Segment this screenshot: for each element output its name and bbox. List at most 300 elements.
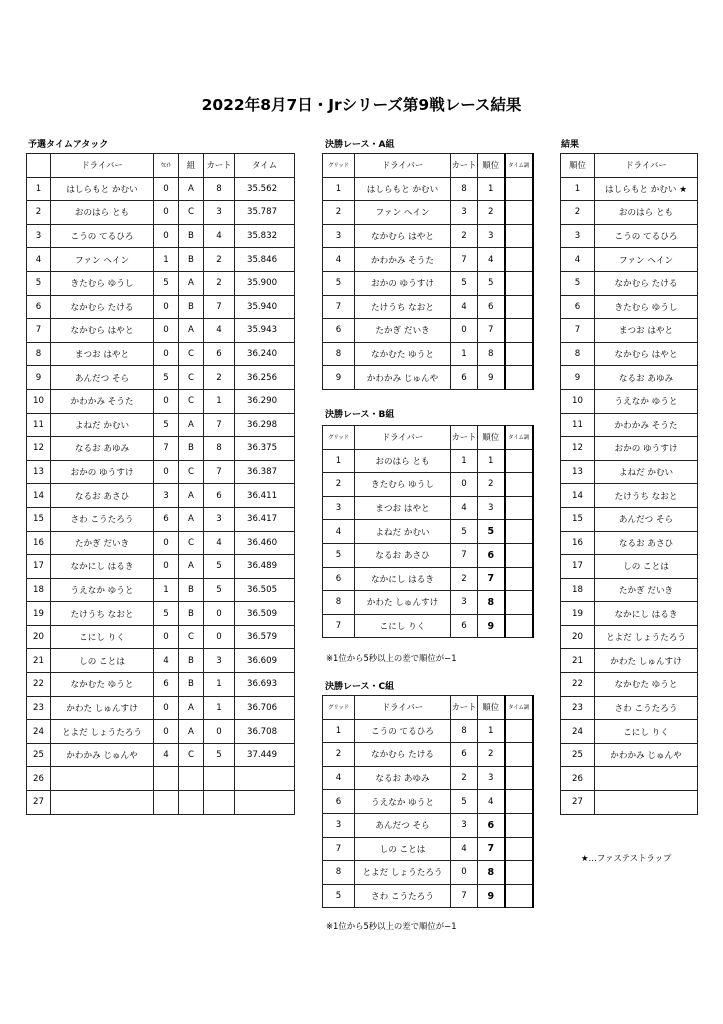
table-row <box>27 295 295 319</box>
table-header-row <box>27 154 295 178</box>
table-cell: 35.562 <box>235 177 295 201</box>
table-row <box>323 248 533 272</box>
table-cell: 4 <box>154 649 179 673</box>
table-cell: 27 <box>561 791 595 815</box>
table-cell: 5 <box>27 271 51 295</box>
table-cell: 7 <box>204 295 235 319</box>
table-cell: とよだ しょうたろう <box>595 625 698 649</box>
table-cell: 7 <box>451 248 478 272</box>
table-row <box>27 271 295 295</box>
column-header: カート <box>451 154 478 178</box>
table-row <box>27 625 295 649</box>
table-cell: とよだ しょうたろう <box>51 720 154 744</box>
table-cell: 1 <box>478 719 505 743</box>
table-row <box>27 696 295 720</box>
table-cell: 2 <box>561 201 595 225</box>
table-row <box>323 837 533 861</box>
table-cell: うえなか ゆうと <box>355 790 451 814</box>
table-cell <box>235 791 295 815</box>
table-cell: 17 <box>561 555 595 579</box>
table-cell: B <box>179 248 204 272</box>
table-cell: まつお はやと <box>51 342 154 366</box>
table-cell: 21 <box>561 649 595 673</box>
table-cell: おのはら とも <box>595 201 698 225</box>
table-cell: なかにし はるき <box>355 567 451 591</box>
table-cell: はしらもと かむい ★ <box>595 177 698 201</box>
table-row <box>561 767 698 791</box>
table-cell: 1 <box>323 719 355 743</box>
column-header: 順位 <box>561 154 595 178</box>
table-cell: 6 <box>323 319 355 343</box>
table-cell: 0 <box>451 861 478 885</box>
table-cell: おのはら とも <box>355 449 451 473</box>
table-cell: A <box>179 484 204 508</box>
table-header-row <box>323 154 533 178</box>
table-cell: 3 <box>323 224 355 248</box>
table-cell <box>51 791 154 815</box>
table-cell: 4 <box>323 520 355 544</box>
table-cell: 4 <box>204 224 235 248</box>
table-cell: 5 <box>451 790 478 814</box>
table-row <box>27 248 295 272</box>
table-row <box>323 271 533 295</box>
table-cell: はしらもと かむい <box>355 177 451 201</box>
table-row <box>561 602 698 626</box>
table-cell: 7 <box>323 614 355 638</box>
column-header: 順位 <box>478 154 505 178</box>
table-cell: なかにし はるき <box>595 602 698 626</box>
fastest-lap-legend: ★…ファステストラップ <box>581 853 672 863</box>
table-cell: 36.387 <box>235 460 295 484</box>
table-cell: 8 <box>27 342 51 366</box>
table-cell: 5 <box>204 555 235 579</box>
table-cell: 7 <box>561 319 595 343</box>
table-cell: しの ことは <box>355 837 451 861</box>
table-row <box>323 473 533 497</box>
table-cell: 6 <box>154 507 179 531</box>
table-row <box>27 720 295 744</box>
table-cell: 12 <box>561 437 595 461</box>
table-row <box>561 673 698 697</box>
table-cell: おのはら とも <box>51 201 154 225</box>
table-cell: かわた しゅんすけ <box>51 696 154 720</box>
table-cell <box>505 271 533 295</box>
table-cell: 0 <box>154 460 179 484</box>
table-cell: 15 <box>27 507 51 531</box>
table-row <box>27 389 295 413</box>
table-cell: 16 <box>561 531 595 555</box>
table-cell: 4 <box>478 790 505 814</box>
result-section-label: 結果 <box>561 140 580 150</box>
table-cell: C <box>179 201 204 225</box>
table-row <box>561 720 698 744</box>
table-cell: たけうち なおと <box>595 484 698 508</box>
table-cell: C <box>179 625 204 649</box>
table-cell: 11 <box>27 413 51 437</box>
table-cell <box>179 791 204 815</box>
table-row <box>323 520 533 544</box>
table-cell <box>505 861 533 885</box>
table-cell: 0 <box>451 319 478 343</box>
table-cell: 6 <box>478 813 505 837</box>
table-row <box>27 531 295 555</box>
table-cell: 0 <box>154 342 179 366</box>
table-cell: 10 <box>27 389 51 413</box>
table-cell: 3 <box>561 224 595 248</box>
table-cell: C <box>179 531 204 555</box>
table-cell: 2 <box>451 766 478 790</box>
table-cell: 0 <box>154 177 179 201</box>
table-cell: 4 <box>323 248 355 272</box>
table-cell: A <box>179 696 204 720</box>
table-cell <box>505 177 533 201</box>
table-cell: 6 <box>204 342 235 366</box>
table-cell: 36.509 <box>235 602 295 626</box>
table-cell: 2 <box>451 224 478 248</box>
table-cell <box>505 342 533 366</box>
table-cell: 3 <box>478 224 505 248</box>
table-cell: A <box>179 720 204 744</box>
table-cell: 8 <box>204 437 235 461</box>
table-cell: 20 <box>561 625 595 649</box>
table-row <box>27 224 295 248</box>
table-cell: 8 <box>561 342 595 366</box>
column-header: タイム調 <box>505 426 533 450</box>
table-cell: うえなか ゆうと <box>51 578 154 602</box>
table-cell: 4 <box>204 319 235 343</box>
table-cell: 0 <box>154 696 179 720</box>
table-row <box>561 177 698 201</box>
table-row <box>561 649 698 673</box>
table-cell: うえなか ゆうと <box>595 389 698 413</box>
table-cell: まつお はやと <box>595 319 698 343</box>
table-cell: A <box>179 555 204 579</box>
table-cell: B <box>179 578 204 602</box>
table-cell: 25 <box>27 743 51 767</box>
table-row <box>323 567 533 591</box>
table-cell <box>154 767 179 791</box>
column-header: 順位 <box>478 426 505 450</box>
table-cell: 7 <box>478 837 505 861</box>
table-row <box>561 413 698 437</box>
table-cell: なかむら はやと <box>51 319 154 343</box>
table-cell: あんだつ そら <box>355 813 451 837</box>
table-row <box>561 578 698 602</box>
table-cell: 35.943 <box>235 319 295 343</box>
table-cell: A <box>179 507 204 531</box>
column-header: 順位 <box>478 696 505 720</box>
table-cell: 4 <box>204 531 235 555</box>
table-cell: よねだ かむい <box>595 460 698 484</box>
table-cell: 1 <box>451 449 478 473</box>
table-cell: 36.298 <box>235 413 295 437</box>
table-cell: 36.609 <box>235 649 295 673</box>
table-cell: なかむた ゆうと <box>595 673 698 697</box>
table-row <box>561 437 698 461</box>
table-row <box>323 201 533 225</box>
table-row <box>561 389 698 413</box>
table-cell: 2 <box>27 201 51 225</box>
table-cell <box>505 790 533 814</box>
table-cell: 6 <box>451 743 478 767</box>
table-cell: かわかみ じゅんや <box>355 366 451 390</box>
column-header: ドライバー <box>355 154 451 178</box>
table-cell: 5 <box>154 271 179 295</box>
column-header <box>27 154 51 178</box>
table-cell: 7 <box>451 543 478 567</box>
table-cell: しの ことは <box>51 649 154 673</box>
table-cell: B <box>179 602 204 626</box>
table-cell: 35.787 <box>235 201 295 225</box>
final-c-note: ※1位から5秒以上の差で順位が−1 <box>326 921 457 931</box>
table-cell: 22 <box>27 673 51 697</box>
final-b-table <box>322 425 534 638</box>
table-cell: 5 <box>478 271 505 295</box>
table-cell: 0 <box>204 625 235 649</box>
table-cell: 10 <box>561 389 595 413</box>
table-row <box>561 625 698 649</box>
table-row <box>323 543 533 567</box>
table-row <box>323 790 533 814</box>
table-cell: 6 <box>204 484 235 508</box>
table-cell: 7 <box>204 460 235 484</box>
table-cell: 2 <box>204 248 235 272</box>
table-cell: 0 <box>154 720 179 744</box>
table-row <box>27 342 295 366</box>
table-cell: 6 <box>451 366 478 390</box>
table-cell: 1 <box>478 177 505 201</box>
table-cell: 1 <box>27 177 51 201</box>
column-header: グリッド <box>323 154 355 178</box>
table-row <box>323 449 533 473</box>
table-cell: 2 <box>478 201 505 225</box>
table-cell: C <box>179 743 204 767</box>
table-row <box>27 484 295 508</box>
table-cell <box>505 496 533 520</box>
table-cell: 7 <box>27 319 51 343</box>
table-cell: 24 <box>27 720 51 744</box>
table-cell: 6 <box>27 295 51 319</box>
table-cell: ファン ヘイン <box>595 248 698 272</box>
table-cell: A <box>179 413 204 437</box>
table-cell <box>505 295 533 319</box>
final-b-note: ※1位から5秒以上の差で順位が−1 <box>326 653 457 663</box>
table-cell: 2 <box>323 473 355 497</box>
table-cell: 14 <box>561 484 595 508</box>
table-cell <box>235 767 295 791</box>
table-cell: 8 <box>478 342 505 366</box>
table-row <box>27 177 295 201</box>
table-row <box>27 437 295 461</box>
table-cell <box>505 719 533 743</box>
table-row <box>561 460 698 484</box>
table-cell: 36.256 <box>235 366 295 390</box>
table-cell: 4 <box>451 837 478 861</box>
table-cell <box>505 543 533 567</box>
table-cell: C <box>179 366 204 390</box>
table-cell: 5 <box>478 520 505 544</box>
table-cell: B <box>179 295 204 319</box>
table-cell: かわかみ そうた <box>355 248 451 272</box>
table-cell: こにし りく <box>51 625 154 649</box>
table-cell: A <box>179 319 204 343</box>
table-cell <box>595 767 698 791</box>
table-cell: 36.505 <box>235 578 295 602</box>
table-cell: 27 <box>27 791 51 815</box>
table-cell: はしらもと かむい <box>51 177 154 201</box>
table-cell: なかむた ゆうと <box>355 342 451 366</box>
table-cell <box>505 884 533 908</box>
table-cell: 6 <box>323 790 355 814</box>
table-row <box>27 507 295 531</box>
table-cell: 1 <box>204 696 235 720</box>
table-cell <box>505 201 533 225</box>
table-cell: 2 <box>478 473 505 497</box>
table-cell <box>505 813 533 837</box>
table-cell: 8 <box>323 342 355 366</box>
table-header-row <box>323 426 533 450</box>
table-cell: 11 <box>561 413 595 437</box>
table-cell <box>505 473 533 497</box>
column-header: カート <box>451 696 478 720</box>
table-cell: 1 <box>204 673 235 697</box>
table-cell: 8 <box>451 177 478 201</box>
table-row <box>561 342 698 366</box>
table-row <box>323 319 533 343</box>
table-row <box>561 271 698 295</box>
table-row <box>27 602 295 626</box>
table-row <box>27 319 295 343</box>
table-cell <box>505 366 533 390</box>
table-cell: 7 <box>478 567 505 591</box>
table-cell: 22 <box>561 673 595 697</box>
table-cell: 16 <box>27 531 51 555</box>
table-cell: 7 <box>451 884 478 908</box>
table-cell: 4 <box>323 766 355 790</box>
table-cell: 20 <box>27 625 51 649</box>
table-cell <box>595 791 698 815</box>
table-cell: 18 <box>27 578 51 602</box>
table-cell: 5 <box>323 271 355 295</box>
table-cell: 8 <box>451 719 478 743</box>
table-cell <box>204 791 235 815</box>
table-cell: かわかみ そうた <box>51 389 154 413</box>
table-cell: あんだつ そら <box>51 366 154 390</box>
table-cell: 8 <box>323 591 355 615</box>
table-cell: C <box>179 389 204 413</box>
table-cell: こうの てるひろ <box>355 719 451 743</box>
table-cell: 0 <box>154 319 179 343</box>
table-row <box>27 413 295 437</box>
table-row <box>27 578 295 602</box>
table-cell: 24 <box>561 720 595 744</box>
result-table <box>560 153 698 815</box>
table-cell <box>505 614 533 638</box>
table-cell: 0 <box>154 555 179 579</box>
final-c-table <box>322 695 534 908</box>
table-cell: 8 <box>204 177 235 201</box>
table-cell: B <box>179 649 204 673</box>
table-cell: 5 <box>204 743 235 767</box>
table-row <box>323 813 533 837</box>
column-header: ドライバー <box>595 154 698 178</box>
table-row <box>323 884 533 908</box>
table-cell: 14 <box>27 484 51 508</box>
table-cell: 1 <box>154 248 179 272</box>
table-row <box>323 342 533 366</box>
table-cell: なるお あゆみ <box>51 437 154 461</box>
table-cell: B <box>179 673 204 697</box>
table-cell: 5 <box>451 271 478 295</box>
table-cell: 2 <box>323 201 355 225</box>
table-cell: 0 <box>154 389 179 413</box>
table-row <box>27 201 295 225</box>
final-a-table <box>322 153 534 390</box>
table-cell: きたむら ゆうし <box>51 271 154 295</box>
table-row <box>561 224 698 248</box>
table-cell: 3 <box>204 507 235 531</box>
table-cell: 23 <box>561 696 595 720</box>
table-cell: 18 <box>561 578 595 602</box>
table-cell: 15 <box>561 507 595 531</box>
table-cell: 36.240 <box>235 342 295 366</box>
table-cell: 2 <box>204 271 235 295</box>
table-cell <box>204 767 235 791</box>
column-header: グリッド <box>323 696 355 720</box>
column-header: 組 <box>179 154 204 178</box>
table-cell: なるお あさひ <box>595 531 698 555</box>
table-row <box>323 614 533 638</box>
table-row <box>27 555 295 579</box>
table-cell: 2 <box>451 567 478 591</box>
table-cell: 0 <box>154 224 179 248</box>
table-cell: 12 <box>27 437 51 461</box>
table-cell: 13 <box>561 460 595 484</box>
table-cell: 5 <box>154 602 179 626</box>
table-cell: かわかみ そうた <box>595 413 698 437</box>
table-cell: 26 <box>561 767 595 791</box>
table-cell: たかぎ だいき <box>51 531 154 555</box>
table-cell: なかにし はるき <box>51 555 154 579</box>
table-cell: 36.708 <box>235 720 295 744</box>
table-cell: こにし りく <box>355 614 451 638</box>
column-header: ドライバー <box>355 426 451 450</box>
table-cell: 19 <box>561 602 595 626</box>
table-cell: かわた しゅんすけ <box>355 591 451 615</box>
column-header: タイム調 <box>505 154 533 178</box>
table-cell: あんだつ そら <box>595 507 698 531</box>
table-cell: 7 <box>154 437 179 461</box>
table-row <box>27 649 295 673</box>
table-cell: なるお あゆみ <box>355 766 451 790</box>
table-row <box>561 555 698 579</box>
table-cell: 36.375 <box>235 437 295 461</box>
table-cell: 9 <box>478 884 505 908</box>
table-row <box>323 496 533 520</box>
table-cell: 7 <box>478 319 505 343</box>
table-cell: 2 <box>204 366 235 390</box>
table-cell: なるお あさひ <box>355 543 451 567</box>
table-cell: たけうち なおと <box>355 295 451 319</box>
table-row <box>561 484 698 508</box>
table-cell: 3 <box>451 591 478 615</box>
table-cell: 36.706 <box>235 696 295 720</box>
table-row <box>27 767 295 791</box>
table-cell: おかの ゆうすけ <box>595 437 698 461</box>
final-c-section-label: 決勝レース・C組 <box>325 682 395 692</box>
table-cell: なかむら たける <box>595 271 698 295</box>
table-cell: 1 <box>204 389 235 413</box>
